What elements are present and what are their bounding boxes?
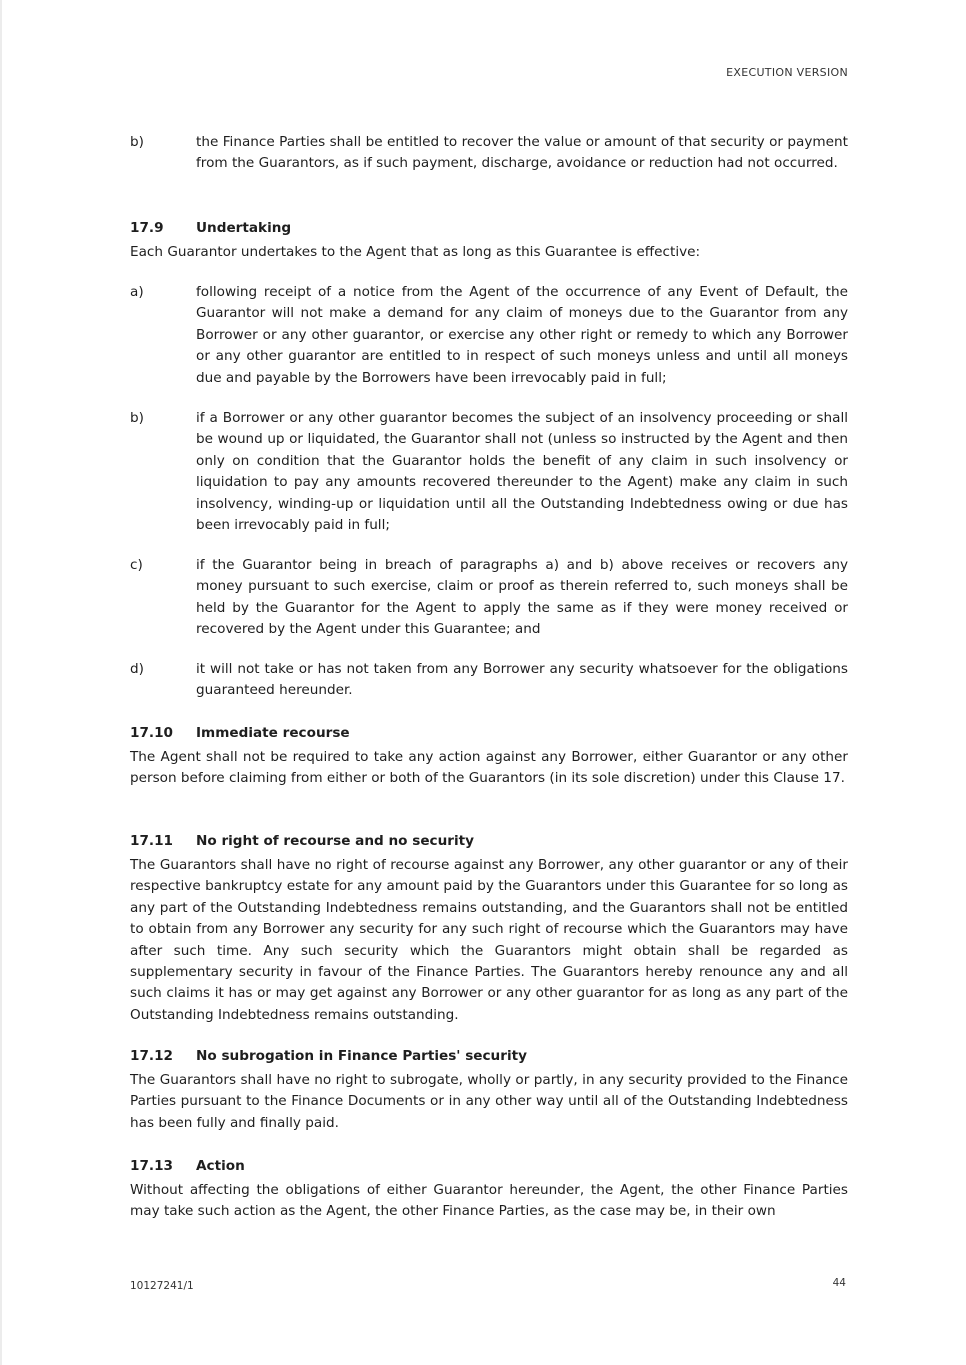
section-17-9-heading	[130, 218, 291, 238]
intro-item-label: b)	[130, 134, 144, 150]
list-item-text: following receipt of a notice from the Agent of the occurrence of any Event of Default, the Guarantor will not make a demand for any claim of moneys due to the Guarantor from any Borrower or any other guarantor, or exercise any other right or remedy to which any Borrower or any other guarantor are entitled to in respect of such moneys unless and until all moneys due and payable by the Borrowers have been irrevocably paid in full;	[196, 284, 848, 386]
section-number: 17.10	[130, 725, 173, 741]
page-edge-shadow	[0, 0, 2, 1365]
section-17-13-text: Without affecting the obligations of either Guarantor hereunder, the Agent, the other Finance Parties may take such action as the Agent, the other Finance Parties, as the case may be, in their own	[130, 1182, 848, 1220]
section-number: 17.13	[130, 1158, 173, 1174]
section-17-12-text: The Guarantors shall have no right to subrogate, wholly or partly, in any security provided to the Finance Parties pursuant to the Finance Documents or in any other way until all of the Outstanding Indebtedness has been fully and finally paid.	[130, 1072, 848, 1131]
section-17-13-heading	[130, 1156, 245, 1176]
section-title: Immediate recourse	[196, 725, 350, 741]
page-number: 44	[832, 1277, 846, 1289]
list-item-text: if the Guarantor being in breach of paragraphs a) and b) above receives or recovers any money pursuant to such exercise, claim or proof as therein referred to, such moneys shall be held by the Guarantor for the Agent to apply the same as if they were money received or recovered by the Agent under this Guarantee; and	[196, 557, 848, 638]
list-item-label: c)	[130, 557, 143, 573]
list-item-text: it will not take or has not taken from any Borrower any security whatsoever for the obligations guaranteed hereunder.	[196, 661, 848, 699]
section-title: Action	[196, 1158, 245, 1174]
section-title: Undertaking	[196, 220, 292, 236]
list-item	[130, 282, 848, 389]
document-reference: 10127241/1	[130, 1280, 194, 1292]
section-title: No right of recourse and no security	[196, 833, 475, 849]
list-item-text: if a Borrower or any other guarantor becomes the subject of an insolvency proceeding or shall be wound up or liquidated, the Guarantor shall not (unless so instructed by the Agent and then only on condition that the Guarantor holds the benefit of any claim in such insolvency or liquidation to pay any amounts recovered thereunder to the Agent) make any claim in such insolvency, winding-up or liquidation until all the Outstanding Indebtedness owing or due has been irrevocably paid in full;	[196, 410, 848, 534]
section-number: 17.12	[130, 1048, 173, 1064]
section-17-9-lead: Each Guarantor undertakes to the Agent that as long as this Guarantee is effective:	[130, 244, 701, 260]
list-item-label: d)	[130, 661, 144, 677]
section-number: 17.11	[130, 833, 173, 849]
list-item-label: b)	[130, 410, 144, 426]
list-item	[130, 659, 848, 702]
list-item	[130, 555, 848, 641]
section-17-10-text: The Agent shall not be required to take any action against any Borrower, either Guarantor or any other person before claiming from either or both of the Guarantors (in its sole discretion) under this Clause 17.	[130, 749, 848, 787]
list-item	[130, 408, 848, 536]
intro-item	[130, 132, 848, 175]
section-number: 17.9	[130, 220, 164, 236]
section-17-11-heading	[130, 831, 474, 851]
section-17-12-heading	[130, 1046, 527, 1066]
intro-item-text: the Finance Parties shall be entitled to recover the value or amount of that security or payment from the Guarantors, as if such payment, discharge, avoidance or reduction had not occurred.	[196, 134, 848, 172]
section-17-10-heading	[130, 723, 350, 743]
execution-version-header: EXECUTION VERSION	[726, 66, 848, 79]
section-title: No subrogation in Finance Parties' security	[196, 1048, 527, 1064]
list-item-label: a)	[130, 284, 144, 300]
section-17-11-text: The Guarantors shall have no right of recourse against any Borrower, any other guarantor or any of their respective bankruptcy estate for any amount paid by the Guarantors under this Guarantee for so long as any part of the Outstanding Indebtedness remains outstanding, and the Guarantors shall not be entitled to obtain from any Borrower any security for any such right of recourse which the Guarantors may have after such time. Any such security which the Guarantors might obtain shall be regarded as supplementary security in favour of the Finance Parties. The Guarantors hereby renounce any and all such claims it has or may get against any Borrower or any other guarantor for as long as any part of the Outstanding Indebtedness remains outstanding.	[130, 857, 848, 1023]
